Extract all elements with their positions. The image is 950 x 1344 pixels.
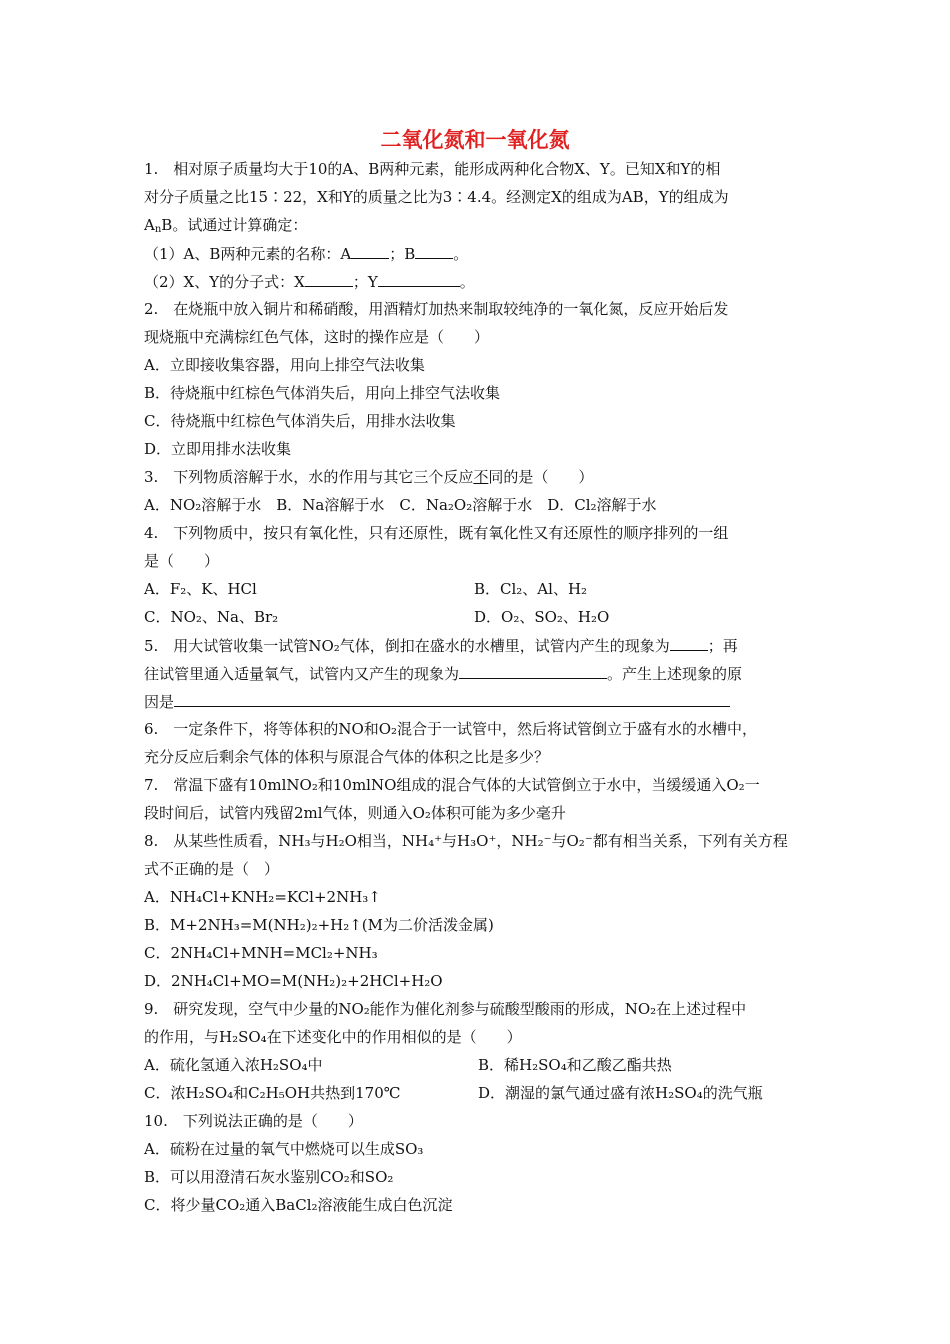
q8-option-c: C．2NH₄Cl+MNH=MCl₂+NH₃: [144, 944, 378, 962]
answer-blank[interactable]: [670, 634, 708, 651]
q10-option-c: C．将少量CO₂通入BaCl₂溶液能生成白色沉淀: [144, 1196, 453, 1214]
q7-line-2: 段时间后，试管内残留2ml气体，则通入O₂体积可能为多少毫升: [144, 804, 566, 822]
q2-option-d: D．立即用排水法收集: [144, 440, 292, 458]
q5-line-2: [144, 662, 742, 685]
answer-blank[interactable]: [305, 270, 353, 287]
q9-option-a: A．硫化氢通入浓H₂SO₄中: [144, 1056, 323, 1074]
q3-options: A．NO₂溶解于水 B．Na溶解于水 C．Na₂O₂溶解于水 D．Cl₂溶解于水: [144, 496, 657, 514]
q1-line-3: [144, 214, 307, 236]
q2-option-c: C．待烧瓶中红棕色气体消失后，用排水法收集: [144, 412, 456, 430]
q9-line-1: 9. 研究发现，空气中少量的NO₂能作为催化剂参与硫酸型酸雨的形成，NO₂在上述过程中: [144, 1000, 747, 1018]
q10-line-1: 10. 下列说法正确的是（ ）: [144, 1112, 363, 1130]
q1-sub-1: [144, 242, 468, 265]
q6-line-1: 6. 一定条件下，将等体积的NO和O₂混合于一试管中，然后将试管倒立于盛有水的水槽中，: [144, 720, 758, 738]
q1-sub-2: [144, 270, 475, 293]
answer-blank[interactable]: [415, 242, 453, 259]
q8-option-a: A．NH₄Cl+KNH₂=KCl+2NH₃↑: [144, 888, 381, 906]
q5-line-3: [144, 690, 730, 713]
q2-option-a: A．立即接收集容器，用向上排空气法收集: [144, 356, 425, 374]
q3-line-1-text: 3. 下列物质溶解于水，水的作用与其它三个反应: [144, 468, 474, 486]
q8-option-b: B．M+2NH₃=M(NH₂)₂+H₂↑(M为二价活泼金属): [144, 916, 494, 934]
q5-line-2-text: 往试管里通入适量氧气，试管内又产生的现象为: [144, 665, 460, 683]
q1-line-2: 对分子质量之比15∶22，X和Y的质量之比为3∶4.4。经测定X的组成为AB，Y的组成为: [144, 188, 729, 206]
q9-option-b: B．稀H₂SO₄和乙酸乙酯共热: [478, 1056, 672, 1074]
q9-option-d: D．潮湿的氯气通过盛有浓H₂SO₄的洗气瓶: [478, 1084, 763, 1102]
q1-sub-2-text-c: 。: [459, 273, 475, 291]
q6-line-2: 充分反应后剩余气体的体积与原混合气体的体积之比是多少？: [144, 748, 550, 766]
q4-line-2: 是（ ）: [144, 552, 220, 570]
q10-option-b: B．可以用澄清石灰水鉴别CO₂和SO₂: [144, 1168, 394, 1186]
q1-line-1: 1. 相对原子质量均大于10的A、B两种元素，能形成两种化合物X、Y。已知X和Y的相: [144, 160, 721, 178]
q4-option-b: B．Cl₂、Al、H₂: [474, 580, 588, 598]
q5-line-1-text-b: ；再: [707, 637, 738, 655]
q8-line-2: 式不正确的是（ ）: [144, 860, 280, 878]
q3-underlined-word: 不: [473, 468, 489, 486]
q5-line-3-text: 因是: [144, 693, 175, 711]
q1-formula-a: A: [144, 216, 155, 234]
q4-option-c: C．NO₂、Na、Br₂: [144, 608, 279, 626]
q5-line-1-text: 5. 用大试管收集一试管NO₂气体，倒扣在盛水的水槽里，试管内产生的现象为: [144, 637, 670, 655]
q5-line-2-text-b: 。产生上述现象的原: [607, 665, 743, 683]
answer-blank[interactable]: [174, 690, 730, 707]
answer-blank[interactable]: [351, 242, 389, 259]
q2-option-b: B．待烧瓶中红棕色气体消失后，用向上排空气法收集: [144, 384, 501, 402]
q1-sub-2-text-b: ；Y: [352, 273, 378, 291]
q1-sub-1-text-b: ；B: [389, 245, 416, 263]
q1-line-3-text: B。试通过计算确定：: [161, 216, 308, 234]
q2-line-1: 2. 在烧瓶中放入铜片和稀硝酸，用酒精灯加热来制取较纯净的一氧化氮，反应开始后发: [144, 300, 729, 318]
q3-line-1-text-b: 同的是（ ）: [488, 468, 594, 486]
q9-option-c: C．浓H₂SO₄和C₂H₅OH共热到170℃: [144, 1084, 401, 1102]
q1-sub-1-text: （1）A、B两种元素的名称：A: [144, 245, 352, 263]
q1-sub-1-text-c: 。: [453, 245, 469, 263]
answer-blank[interactable]: [378, 270, 460, 287]
q2-line-2: 现烧瓶中充满棕红色气体，这时的操作应是（ ）: [144, 328, 490, 346]
q8-line-1: 8. 从某些性质看，NH₃与H₂O相当，NH₄⁺与H₃O⁺，NH₂⁻与O₂⁻都有相当关系，下列有关方程: [144, 832, 788, 850]
q1-formula-sub: n: [154, 224, 162, 235]
q7-line-1: 7. 常温下盛有10mlNO₂和10mlNO组成的混合气体的大试管倒立于水中，当缓缓通入O₂一: [144, 776, 760, 794]
q5-line-1: [144, 634, 738, 657]
answer-blank[interactable]: [459, 662, 607, 679]
q1-sub-2-text: （2）X、Y的分子式：X: [144, 273, 305, 291]
q3-line-1: [144, 466, 593, 488]
q9-line-2: 的作用，与H₂SO₄在下述变化中的作用相似的是（ ）: [144, 1028, 522, 1046]
q8-option-d: D．2NH₄Cl+MO=M(NH₂)₂+2HCl+H₂O: [144, 972, 443, 990]
page-title: 二氧化氮和一氧化氮: [380, 128, 570, 152]
q4-option-a: A．F₂、K、HCl: [144, 580, 257, 598]
q4-line-1: 4. 下列物质中，按只有氧化性，只有还原性，既有氧化性又有还原性的顺序排列的一组: [144, 524, 729, 542]
q4-option-d: D．O₂、SO₂、H₂O: [474, 608, 610, 626]
q10-option-a: A．硫粉在过量的氧气中燃烧可以生成SO₃: [144, 1140, 424, 1158]
